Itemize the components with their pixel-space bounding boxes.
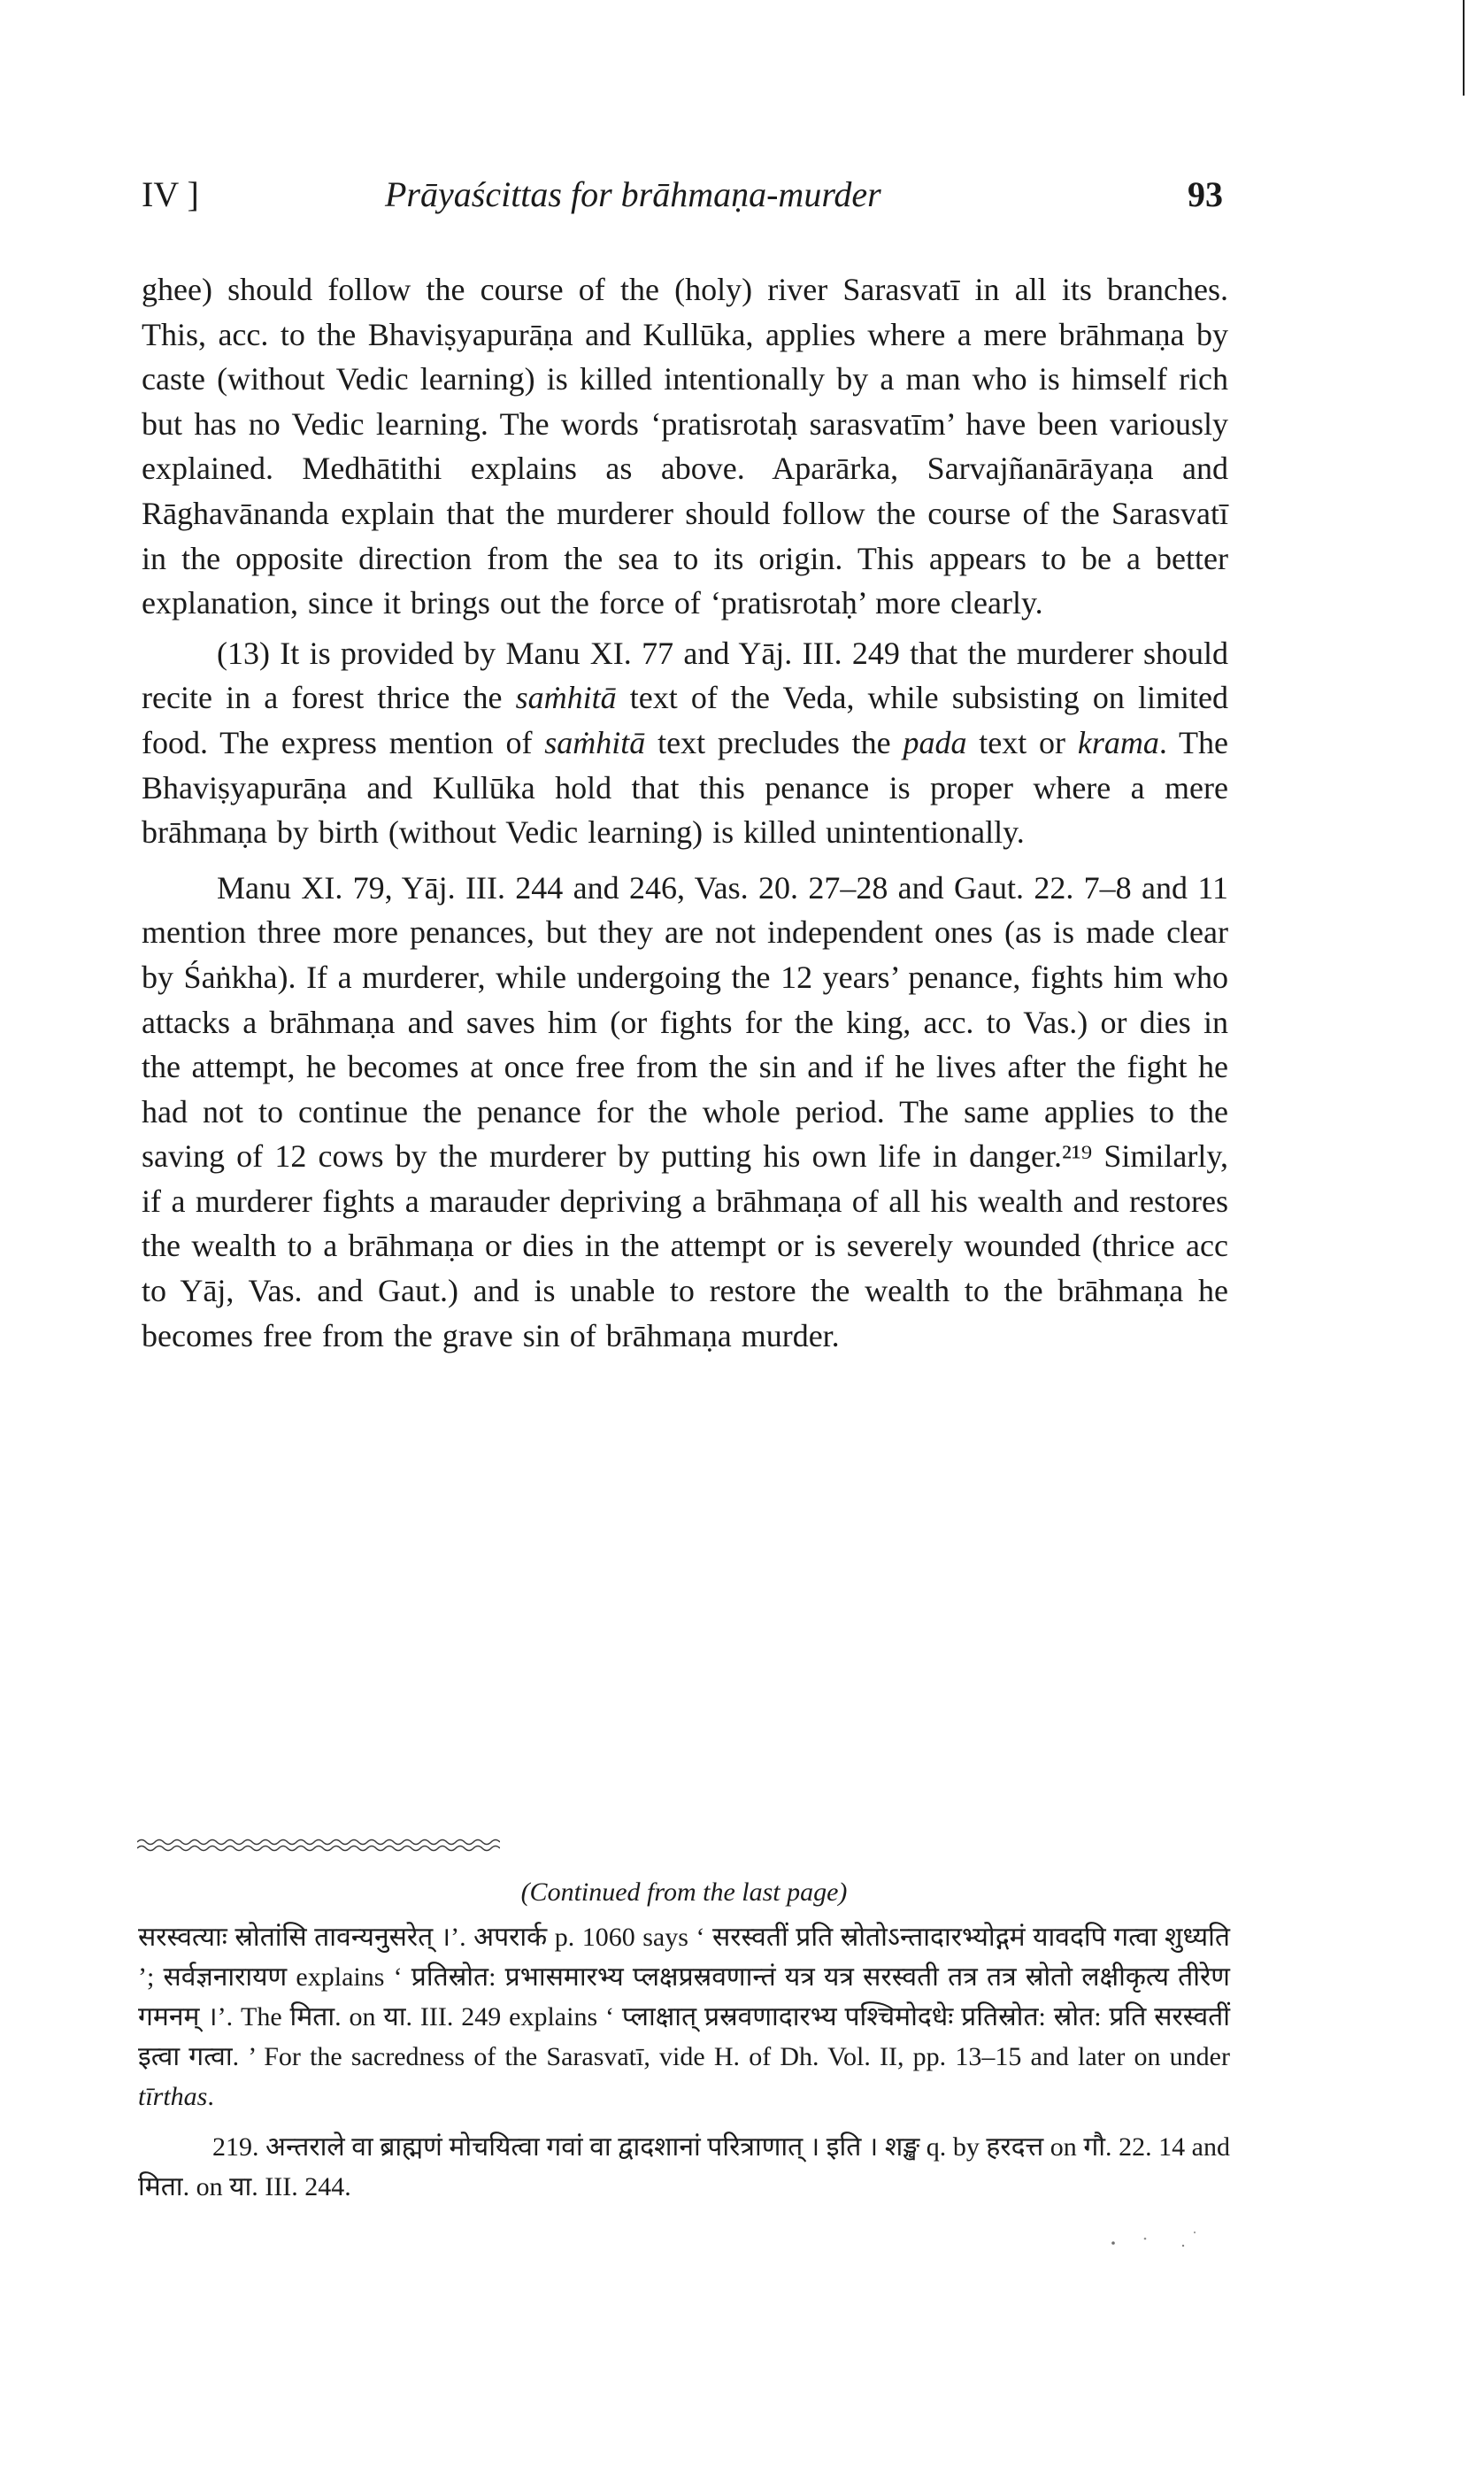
running-header	[142, 173, 1248, 225]
paragraph-2-text-g: text or	[966, 724, 1078, 760]
footnote-divider	[137, 1837, 500, 1854]
footnotes	[138, 1872, 1230, 2207]
paragraph-3: Manu XI. 79, Yāj. III. 244 and 246, Vas. 20. 27–28 and Gaut. 22. 7–8 and 11 mention three more penances, but they are not independent ones (as is made clear by Śaṅkha). If a murderer, while undergoing the 12 years’ penance, fights him who attacks a brāhmaṇa and saves him (or fights for the king, acc. to Vas.) or dies in the attempt, he becomes at once free from the sin and if he lives after the fight he had not to continue the penance for the whole period. The same applies to the saving of 12 cows by the murderer by putting his own life in danger.²¹⁹ Similarly, if a murderer fights a marauder depriving a brāhmaṇa of all his wealth and restores the wealth to a brāhmaṇa or dies in the attempt or is severely wounded (thrice acc to Yāj, Vas. and Gaut.) and is unable to restore the wealth to the brāhmaṇa he becomes free from the grave sin of brāhmaṇa murder.	[142, 869, 1228, 1353]
italic-krama: krama	[1077, 724, 1159, 760]
paragraph-2-text-i: . The Bhaviṣyapurāṇa and Kullūka hold that this penance is proper where a mere brāhmaṇa by birth (without Vedic learning) is killed unintentionally.	[142, 724, 1228, 851]
paragraph-2-text-a: (13) It is provided by Manu XI. 77 and Yāj. III. 249 that the murderer should recite in a forest thrice the	[142, 635, 1228, 716]
paragraph-2	[142, 631, 1228, 855]
italic-samhita-1: saṁhitā	[515, 680, 617, 716]
footnote-continued-body: सरस्वत्याः स्रोतांसि तावन्यनुसरेत् ।’. अपरार्क p. 1060 says ‘ सरस्वतीं प्रति स्रोतोऽन्तादारभ्योद्गमं यावदपि गत्वा शुध्यति ’; सर्वज्ञनारायण explains ‘ प्रतिस्रोत: प्रभासमारभ्य प्लक्षप्रस्रवणान्तं यत्र यत्र सरस्वती तत्र तत्र स्रोतो लक्षीकृत्य तीरेण गमनम् ।’. The मिता. on या. III. 249 explains ‘ प्लाक्षात् प्रस्रवणादारभ्य पश्चिमोदधेः प्रतिस्रोत: स्रोत: प्रति सरस्वतीं इत्वा गत्वा. ’ For the sacredness of the Sarasvatī, vide H. of Dh. Vol. II, pp. 13–15 and later on under	[138, 1923, 1230, 2071]
paragraph-2-text-c: text of the Veda, while subsisting on limited food. The express mention of	[142, 680, 1228, 760]
footnote-continued-text	[138, 1917, 1230, 2116]
running-title: Prāyaścittas for brāhmaṇa-murder	[385, 174, 881, 214]
footnote-italic-tirthas: tīrthas	[138, 2082, 208, 2111]
scan-edge-line	[1463, 0, 1465, 96]
footnote-continued-end: .	[207, 2082, 214, 2111]
footnote-continued-label: (Continued from the last page)	[520, 1877, 848, 1907]
scan-speckles	[1097, 2213, 1203, 2257]
footnote-219: 219. अन्तराले वा ब्राह्मणं मोचयित्वा गवां वा द्वादशानां परित्राणात् । इति । शङ्ख q. by हरदत्त on गौ. 22. 14 and मिता. on या. III. 244.	[138, 2132, 1230, 2201]
italic-samhita-2: saṁhitā	[544, 724, 646, 760]
chapter-number: IV ]	[142, 174, 199, 214]
paragraph-2-text-e: text precludes the	[645, 724, 903, 760]
main-text	[142, 267, 1228, 1358]
paragraph-1: ghee) should follow the course of the (holy) river Sarasvatī in all its branches. This, acc. to the Bhaviṣyapurāṇa and Kullūka, applies where a mere brāhmaṇa by caste (without Vedic learning) is killed intentionally by a man who is himself rich but has no Vedic learning. The words ‘pratisrotaḥ sarasvatīm’ have been variously explained. Medhātithi explains as above. Aparārka, Sarvajñanārāyaṇa and Rāghavānanda explain that the murderer should follow the course of the Sarasvatī in the opposite direction from the sea to its origin. This appears to be a better explanation, since it brings out the force of ‘pratisrotaḥ’ more clearly.	[142, 272, 1228, 621]
italic-pada: pada	[903, 724, 967, 760]
page-number: 93	[1188, 174, 1223, 214]
paragraph-gap	[142, 855, 1228, 866]
